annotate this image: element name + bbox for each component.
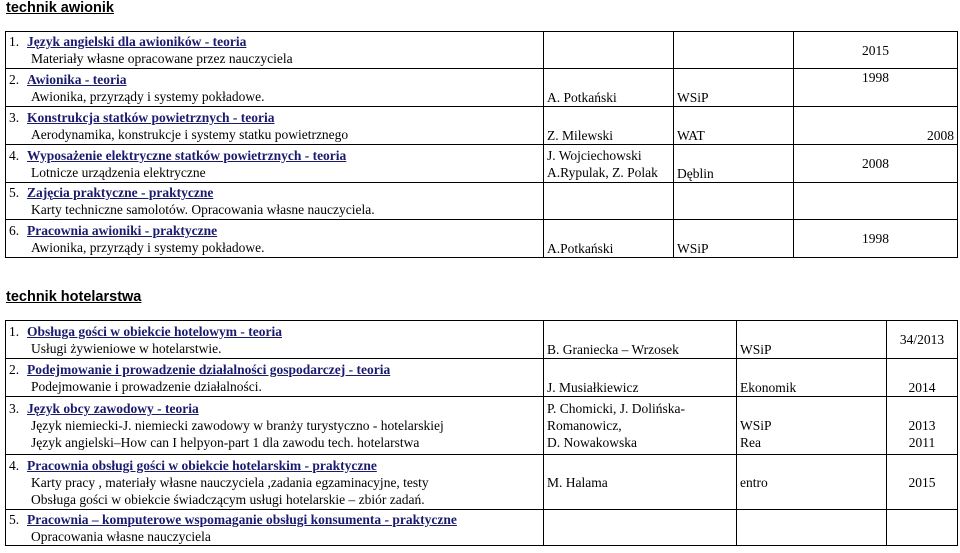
row-number: 2. — [9, 71, 20, 87]
book-title: Obsługa gości w obiekcie świadczącym usługi hotelarskie – zbiór zadań. — [31, 491, 425, 507]
author: A.Rypulak, Z. Polak — [547, 164, 658, 180]
author: P. Chomicki, J. Dolińska- — [547, 401, 686, 416]
row-number: 4. — [9, 457, 20, 473]
book-title: Aerodynamika, konstrukcje i systemy statku powietrznego — [31, 126, 349, 142]
year — [887, 510, 958, 546]
table-row — [6, 220, 958, 258]
year — [794, 183, 958, 220]
book-title: Podejmowanie i prowadzenie działalności. — [31, 378, 262, 394]
publisher — [674, 183, 794, 220]
author: Z. Milewski — [544, 107, 674, 145]
table-row — [6, 510, 958, 546]
book-title: Karty techniczne samolotów. Opracowania własne nauczyciela. — [31, 202, 375, 217]
publisher — [737, 510, 887, 546]
year: 2015 — [887, 455, 958, 510]
publisher: WSiP — [737, 321, 887, 359]
table-row — [6, 107, 958, 145]
author: J. Musiałkiewicz — [544, 359, 737, 397]
author: M. Halama — [544, 455, 737, 510]
publisher: WAT — [674, 107, 794, 145]
year: 2011 — [908, 435, 936, 450]
author: B. Graniecka – Wrzosek — [544, 321, 737, 359]
author — [544, 183, 674, 220]
table-awionik — [5, 31, 958, 258]
subject-title[interactable]: Pracownia obsługi gości w obiekcie hotelarskim - praktyczne — [27, 457, 377, 473]
section-heading-awionik: technik awionik — [6, 0, 114, 16]
row-number: 5. — [9, 511, 20, 527]
publisher: WSiP — [740, 418, 772, 433]
subject-title[interactable]: Język obcy zawodowy - teoria — [27, 401, 199, 416]
row-number: 1. — [9, 323, 20, 339]
book-title: Awionika, przyrządy i systemy pokładowe. — [31, 88, 265, 104]
author — [544, 32, 674, 69]
subject-title[interactable]: Konstrukcja statków powietrznych - teoria — [27, 109, 275, 125]
year: 2015 — [794, 32, 958, 69]
row-number: 3. — [9, 401, 20, 416]
publisher: WSiP — [674, 69, 794, 107]
year: 34/2013 — [887, 321, 958, 359]
book-title: Usługi żywieniowe w hotelarstwie. — [31, 340, 222, 356]
author: Romanowicz, — [547, 418, 622, 433]
author — [544, 510, 737, 546]
year: 2014 — [887, 359, 958, 397]
table-row — [6, 69, 958, 107]
book-title: Opracowania własne nauczyciela — [31, 528, 211, 544]
publisher — [674, 32, 794, 69]
year: 1998 — [794, 69, 958, 107]
year: 2008 — [794, 145, 958, 183]
table-hotelarstwa — [5, 320, 958, 546]
row-number: 1. — [9, 34, 20, 49]
row-number: 6. — [9, 222, 20, 238]
author: A. Potkański — [544, 69, 674, 107]
publisher: Rea — [740, 435, 761, 450]
row-number: 4. — [9, 147, 20, 163]
subject-title[interactable]: Awionika - teoria — [27, 71, 127, 87]
subject-title[interactable]: Pracownia awioniki - praktyczne — [27, 222, 218, 238]
row-number: 2. — [9, 361, 20, 377]
year: 2013 — [908, 418, 936, 433]
publisher: entro — [737, 455, 887, 510]
author: A.Potkański — [544, 220, 674, 258]
author: D. Nowakowska — [547, 435, 637, 450]
subject-title[interactable]: Wyposażenie elektryczne statków powietrznych - teoria — [27, 147, 347, 163]
table-row — [6, 455, 958, 510]
section-heading-hotelarstwa: technik hotelarstwa — [6, 289, 142, 305]
book-title: Język niemiecki-J. niemiecki zawodowy w branży turystyczno - hotelarskiej — [31, 418, 444, 433]
book-title: Karty pracy , materiały własne nauczyciela ,zadania egzaminacyjne, testy — [31, 474, 429, 490]
table-row — [6, 183, 958, 220]
table-row — [6, 32, 958, 69]
row-number: 3. — [9, 109, 20, 125]
book-title: Awionika, przyrządy i systemy pokładowe. — [31, 239, 265, 255]
year: 2008 — [794, 107, 958, 145]
row-number: 5. — [9, 185, 20, 200]
table-row — [6, 397, 958, 455]
subject-title[interactable]: Podejmowanie i prowadzenie działalności gospodarczej - teoria — [27, 361, 391, 377]
table-row — [6, 321, 958, 359]
book-title: Lotnicze urządzenia elektryczne — [31, 164, 206, 180]
table-row — [6, 359, 958, 397]
publisher: Ekonomik — [737, 359, 887, 397]
publisher: Dęblin — [674, 145, 794, 183]
table-row — [6, 145, 958, 183]
year: 1998 — [794, 220, 958, 258]
subject-title[interactable]: Język angielski dla awioników - teoria — [27, 34, 247, 49]
author: J. Wojciechowski — [547, 147, 642, 163]
book-title: Materiały własne opracowane przez nauczyciela — [31, 51, 293, 66]
subject-title[interactable]: Obsługa gości w obiekcie hotelowym - teoria — [27, 323, 282, 339]
subject-title[interactable]: Pracownia – komputerowe wspomaganie obsługi konsumenta - praktyczne — [27, 511, 457, 527]
publisher: WSiP — [674, 220, 794, 258]
subject-title[interactable]: Zajęcia praktyczne - praktyczne — [27, 185, 214, 200]
book-title: Język angielski–How can I helpyon-part 1 dla zawodu tech. hotelarstwa — [31, 435, 420, 450]
